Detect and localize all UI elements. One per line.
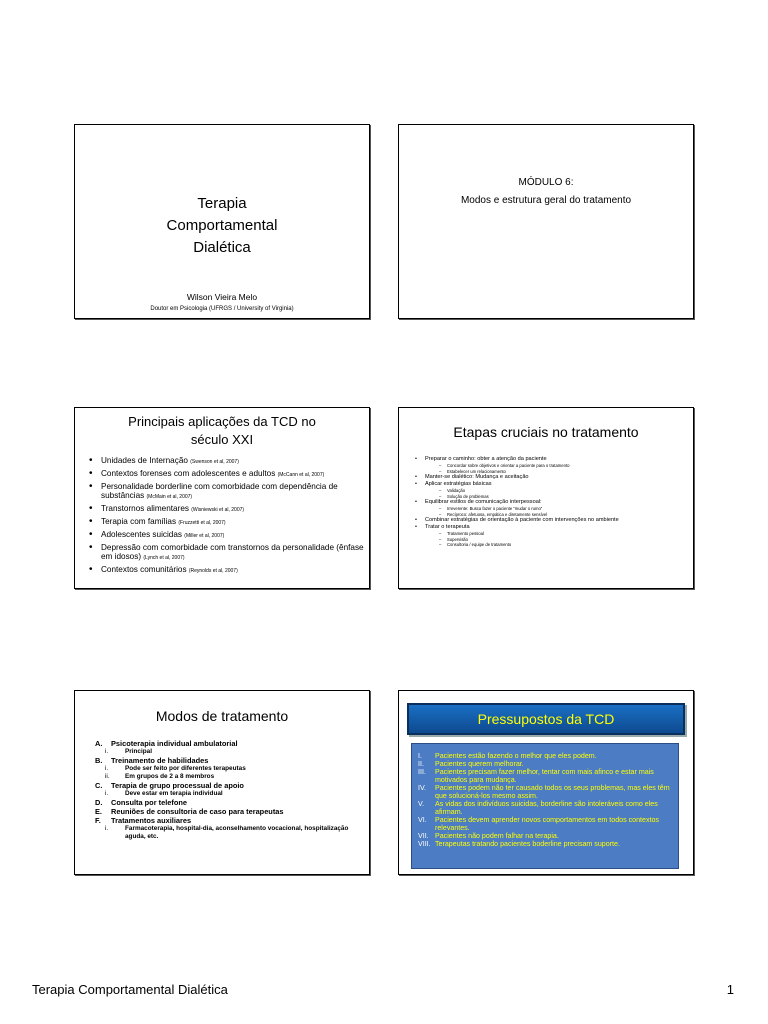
list-item — [89, 469, 365, 480]
item-text: Farmacoterapia, hospital-dia, aconselhamento vocacional, hospitalização aguda, etc. — [125, 825, 349, 840]
item-text: As vidas dos indivíduos suicidas, borderline são intoleráveis como eles afirmam. — [435, 800, 658, 816]
page-number: 1 — [726, 982, 734, 997]
item-text: Consulta por telefone — [111, 798, 187, 807]
sub-item: – Recíproco: afetuosa, empática e diretamente sensível — [439, 512, 691, 518]
list-item — [415, 524, 691, 548]
item-reference: (McCann et al, 2007) — [277, 472, 325, 478]
item-marker: C. — [95, 781, 103, 790]
mode-sub-item — [95, 825, 365, 841]
steps-list — [415, 456, 691, 548]
list-item — [89, 456, 365, 467]
assumptions-list — [418, 752, 672, 848]
slide-heading: Modos de tratamento — [155, 708, 289, 724]
item-text: Depressão com comorbidade com transtornos da personalidade (ênfase em idosos) — [101, 543, 364, 561]
item-text: Pacientes devem aprender novos comportamentos em todos contextos relevantes. — [435, 816, 659, 832]
sub-item: – Irreverente: Busca fazer o paciente “mudar o rumo” — [439, 506, 691, 512]
sub-item: – Solução de problemas — [439, 494, 691, 500]
item-text: Unidades de Internação — [101, 456, 191, 465]
item-text: Adolescentes suicidas — [101, 530, 185, 539]
slide-assumptions — [398, 690, 694, 875]
item-number: VI. — [418, 816, 427, 824]
item-marker: E. — [95, 807, 102, 816]
item-text: Reuniões de consultoria de caso para terapeutas — [111, 807, 284, 816]
list-item — [415, 517, 691, 524]
sub-item: – Concordar sobre objetivos e orientar a paciente para o tratamento — [439, 463, 691, 469]
item-marker: A. — [95, 739, 103, 748]
applications-list — [89, 456, 365, 578]
item-reference: (Fruzzetti et al, 2007) — [178, 520, 226, 526]
item-text: Pacientes estão fazendo o melhor que eles podem. — [435, 752, 597, 760]
mode-sub-item — [95, 748, 365, 756]
slide-module — [398, 124, 694, 319]
slide-heading — [75, 413, 369, 449]
item-text: Tratar o terapeuta — [425, 524, 470, 530]
item-text: Combinar estratégias de orientação à paciente com intervenções no ambiente — [425, 517, 619, 523]
presentation-title — [75, 193, 369, 259]
list-item — [418, 800, 672, 816]
mode-sub-item — [95, 773, 365, 781]
slide-heading: Etapas cruciais no tratamento — [453, 424, 639, 440]
item-marker: D. — [95, 798, 103, 807]
item-text: Contextos forenses com adolescentes e adultos — [101, 469, 278, 478]
item-text: Em grupos de 2 a 8 membros — [125, 773, 215, 780]
sub-item: – Validação — [439, 488, 691, 494]
list-item — [89, 543, 365, 563]
sub-list — [425, 463, 691, 474]
item-text: Contextos comunitários — [101, 565, 189, 574]
heading-line: século XXI — [190, 432, 254, 447]
item-reference: (Swenson et al, 2007) — [190, 459, 239, 465]
list-item — [89, 504, 365, 515]
mode-item — [95, 798, 365, 807]
sub-item: – Estabelecer um relacionamento — [439, 469, 691, 475]
modes-list — [95, 739, 365, 841]
module-number: MÓDULO 6: — [518, 177, 574, 188]
list-item — [89, 565, 365, 576]
item-marker: i. — [105, 790, 109, 797]
item-number: VIII. — [418, 840, 431, 848]
list-item — [418, 840, 672, 848]
slide-banner: Pressupostos da TCD — [407, 703, 685, 735]
slide-title — [74, 124, 370, 319]
slide-applications — [74, 407, 370, 589]
item-text: Pacientes precisam fazer melhor, tentar com mais afinco e estar mais motivados para mudança. — [435, 768, 654, 784]
item-marker: i. — [105, 765, 109, 772]
list-item — [415, 474, 691, 481]
item-reference: (Reynolds et al, 2007) — [188, 568, 238, 574]
item-number: II. — [418, 760, 424, 768]
item-marker: B. — [95, 756, 103, 765]
item-reference: (Miller et al, 2007) — [184, 533, 225, 539]
item-marker: i. — [105, 825, 109, 832]
title-line: Dialética — [193, 239, 251, 256]
list-item — [418, 760, 672, 768]
item-text: Personalidade borderline com comorbidade com dependência de substâncias — [101, 482, 338, 500]
item-text: Pacientes querem melhorar. — [435, 760, 524, 768]
title-line: Terapia — [197, 195, 247, 212]
author-name: Wilson Vieira Melo — [186, 292, 258, 302]
item-number: IV. — [418, 784, 427, 792]
item-text: Psicoterapia individual ambulatorial — [111, 739, 238, 748]
list-item — [89, 482, 365, 502]
assumptions-box — [411, 743, 679, 869]
item-marker: F. — [95, 816, 101, 825]
sub-item: – Consultoria / equipe de tratamento — [439, 542, 691, 548]
sub-item: – Supervisão — [439, 537, 691, 543]
item-reference: (McMain et al, 2007) — [146, 494, 193, 500]
item-text: Manter-se dialético: Mudança e aceitação — [425, 474, 529, 480]
list-item — [418, 784, 672, 800]
list-item — [418, 752, 672, 760]
item-text: Deve estar em terapia individual — [125, 790, 223, 797]
item-number: VII. — [418, 832, 429, 840]
mode-sub-item — [95, 790, 365, 798]
item-text: Aplicar estratégias básicas — [425, 481, 492, 487]
list-item — [415, 456, 691, 474]
title-line: Comportamental — [166, 217, 278, 234]
mode-item — [95, 739, 365, 748]
list-item — [89, 530, 365, 541]
author-affiliation: Doutor em Psicologia (UFRGS / University of Virginia) — [150, 306, 294, 312]
item-text: Terapia de grupo processual de apoio — [111, 781, 244, 790]
slide-treatment-modes — [74, 690, 370, 875]
item-text: Terapia com famílias — [101, 517, 179, 526]
item-number: III. — [418, 768, 426, 776]
item-text: Terapeutas tratando pacientes boderline precisam suporte. — [435, 840, 620, 848]
item-number: V. — [418, 800, 425, 808]
list-item — [418, 768, 672, 784]
mode-item — [95, 756, 365, 765]
item-text: Pode ser feito por diferentes terapeutas — [125, 765, 246, 772]
item-text: Equilibrar estilos de comunicação interpessoal: — [425, 499, 542, 505]
item-text: Pacientes não podem falhar na terapia. — [435, 832, 559, 840]
item-text: Pacientes podem não ter causado todos os seus problemas, mas eles têm que solucioná-los mesmo assim. — [435, 784, 670, 800]
list-item — [418, 816, 672, 832]
item-reference: (Wisniewski et al, 2007) — [191, 507, 245, 513]
mode-sub-item — [95, 765, 365, 773]
list-item — [415, 499, 691, 517]
item-text: Transtornos alimentares — [101, 504, 192, 513]
footer-title: Terapia Comportamental Dialética — [32, 982, 228, 997]
item-reference: (Lynch et al, 2007) — [143, 555, 185, 561]
slide-crucial-steps — [398, 407, 694, 589]
sub-item: – Tratamento pessoal — [439, 531, 691, 537]
item-text: Principal — [125, 748, 152, 755]
mode-item — [95, 781, 365, 790]
sub-list — [425, 531, 691, 548]
item-text: Tratamentos auxiliares — [111, 816, 192, 825]
item-text: Preparar o caminho: obter a atenção da paciente — [425, 456, 547, 462]
mode-item — [95, 816, 365, 825]
item-marker: i. — [105, 748, 109, 755]
item-text: Treinamento de habilidades — [111, 756, 209, 765]
item-marker: ii. — [105, 773, 110, 780]
list-item — [418, 832, 672, 840]
mode-item — [95, 807, 365, 816]
sub-list — [425, 506, 691, 517]
heading-line: Principais aplicações da TCD no — [128, 414, 316, 429]
sub-list — [425, 488, 691, 499]
item-number: I. — [418, 752, 422, 760]
list-item — [89, 517, 365, 528]
list-item — [415, 481, 691, 499]
module-title: Modos e estrutura geral do tratamento — [460, 195, 632, 206]
